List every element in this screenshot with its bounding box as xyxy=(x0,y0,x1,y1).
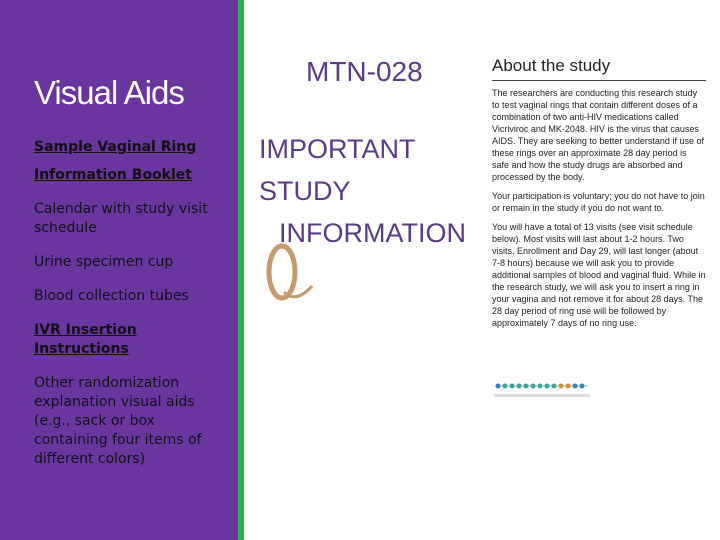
list-item-blood-tubes: Blood collection tubes xyxy=(34,288,189,304)
green-divider xyxy=(238,0,244,540)
about-section xyxy=(492,56,706,336)
list-item-calendar: Calendar with study visit schedule xyxy=(34,201,208,236)
visual-aids-list xyxy=(34,138,224,469)
booklet-heading xyxy=(259,128,466,254)
study-id: MTN-028 xyxy=(306,56,423,87)
about-paragraph: You will have a total of 13 visits (see visit schedule below). Most visits will last about 1-2 hours. Two visits, Enrollment and Day 29, will last longer (about 7-8 hours) because we will ask you to provide additional samples of blood and vaginal fluid. While in the research study, we will ask you to insert a ring in your vagina and not remove it for about 28 days. The 28 day period of ring use will be followed by approximately 7 days of no ring use. xyxy=(492,222,706,328)
list-item-sample-ring: Sample Vaginal Ring xyxy=(34,139,197,155)
page-title: Visual Aids xyxy=(34,74,184,111)
about-paragraph: Your participation is voluntary; you do not have to join or remain in the study if you do not want to. xyxy=(492,191,705,213)
list-item-randomization-aids: Other randomization explanation visual aids (e.g., sack or box containing four items of different colors) xyxy=(34,375,202,467)
about-heading: About the study xyxy=(492,56,706,81)
visit-schedule-icon xyxy=(492,372,592,404)
booklet-heading-line1: IMPORTANT STUDY xyxy=(259,134,416,206)
about-paragraph: The researchers are conducting this research study to test vaginal rings that contain different doses of a combination of two anti-HIV medications called Vicriviroc and MK-2048. HIV is the virus that causes AIDS. They are seeking to better understand if use of these rings over an approximate 28 day period is safe and how the study drugs are absorbed and processed by the body. xyxy=(492,88,704,182)
booklet-heading-line2: INFORMATION xyxy=(279,218,466,248)
list-item-ivr-instructions: IVR Insertion Instructions xyxy=(34,322,137,357)
ring-logo-icon xyxy=(262,242,314,308)
list-item-booklet: Information Booklet xyxy=(34,167,192,183)
list-item-urine-cup: Urine specimen cup xyxy=(34,254,174,270)
